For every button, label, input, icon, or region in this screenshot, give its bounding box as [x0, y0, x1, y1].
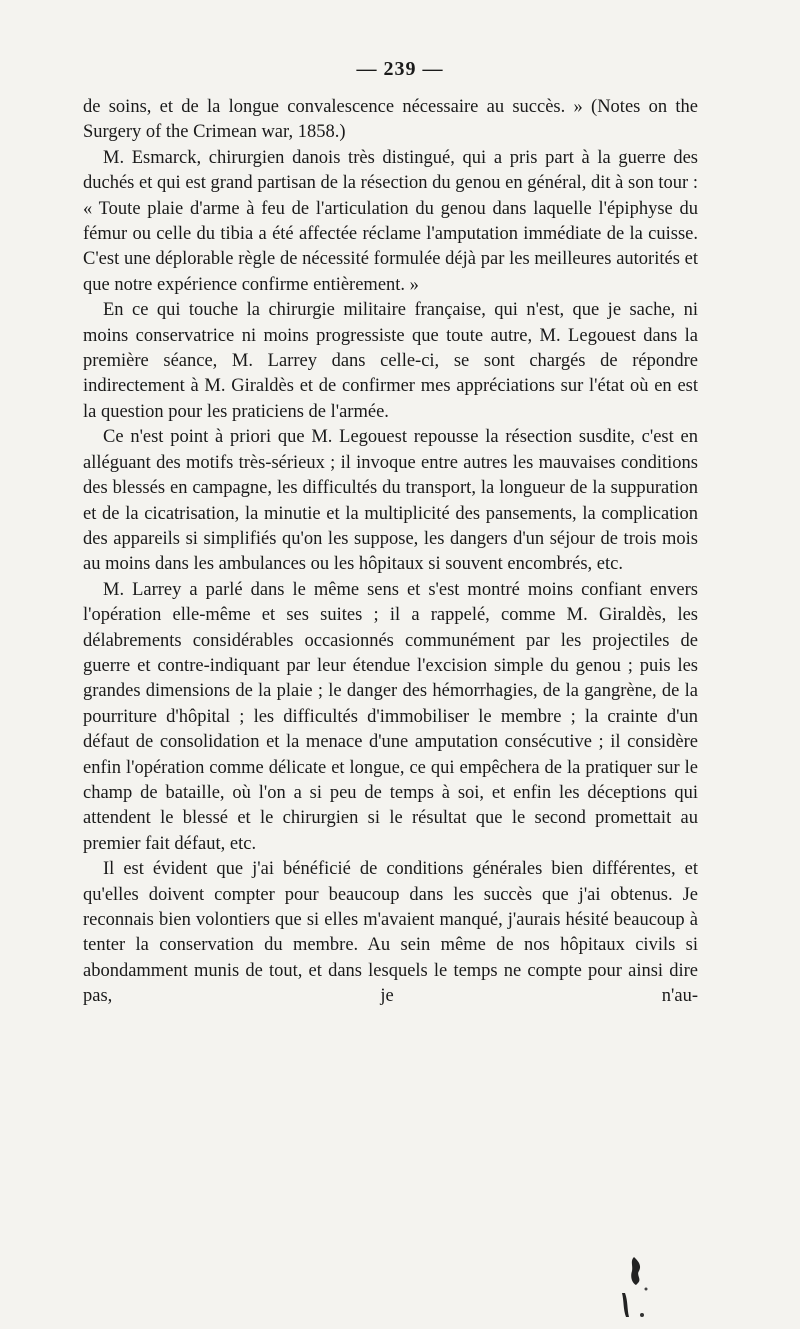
paragraph-2: M. Esmarck, chirurgien danois très distingué, qui a pris part à la guerre des duchés et qui est grand partisan de la résection du genou en général, dit à son tour : « Toute plaie d'arme à feu de l'articulation du genou dans laquelle l'épiphyse du fémur ou celle du tibia a été affectée réclame l'amputation immédiate de la cuisse. C'est une déplorable règle de nécessité formulée déjà par les meilleures autorités et que notre expérience confirme entièrement. » — [83, 147, 698, 295]
paragraph-4: Ce n'est point à priori que M. Legouest repousse la résection susdite, c'est en alléguant des motifs très-sérieux ; il invoque entre autres les mauvaises conditions des blessés en campagne, les difficultés du transport, la longueur de la suppuration et de la cicatrisation, la minutie et la multiplicité des pansements, la complication des appareils si simplifiés qu'on les suppose, les dangers d'un séjour de trois mois au moins dans les ambulances ou les hôpitaux si souvent encombrés, etc. — [83, 427, 698, 575]
paragraph-6: Il est évident que j'ai bénéficié de conditions générales bien différentes, et qu'elles doivent compter pour beaucoup dans les succès que j'ai obtenus. Je reconnais bien volontiers que si elles m'avaient manqué, j'aurais hésité beaucoup à tenter la conservation du membre. Au sein même de nos hôpitaux civils si abondamment munis de tout, et dans lesquels le temps ne compte pour ainsi dire pas, je n'au- — [83, 859, 698, 1007]
paragraph-5: M. Larrey a parlé dans le même sens et s'est montré moins confiant envers l'opération elle-même et ses suites ; il a rappelé, comme M. Giraldès, les délabrements considérables occasionnés communément par les projectiles de guerre et contre-indiquant par leur étendue l'excision simple du genou ; puis les grandes dimensions de la plaie ; le danger des hémorrhagies, de la gangrène, de la pourriture d'hôpital ; les difficultés d'immobiliser le membre ; la crainte d'un défaut de consolidation et la menace d'une amputation consécutive ; il considère enfin l'opération comme délicate et longue, ce qui empêchera de la pratiquer sur le champ de bataille, où l'on a si peu de temps à soi, et enfin les déceptions qui attendent le blessé et le chirurgien si le résultat que le second promettait au premier fait défaut, etc. — [83, 579, 698, 854]
body-text — [83, 95, 698, 1010]
page-number: — 239 — — [356, 58, 444, 80]
ink-stain-mark — [612, 1255, 652, 1320]
paragraph-3: En ce qui touche la chirurgie militaire française, qui n'est, que je sache, ni moins conservatrice ni moins progressiste que toute autre, M. Legouest dans la première séance, M. Larrey dans celle-ci, se sont chargés de répondre indirectement à M. Giraldès et de confirmer mes appréciations sur l'état où en est la question pour les praticiens de l'armée. — [83, 300, 698, 422]
paragraph-1: de soins, et de la longue convalescence nécessaire au succès. » (Notes on the Surgery of the Crimean war, 1858.) — [83, 97, 698, 143]
